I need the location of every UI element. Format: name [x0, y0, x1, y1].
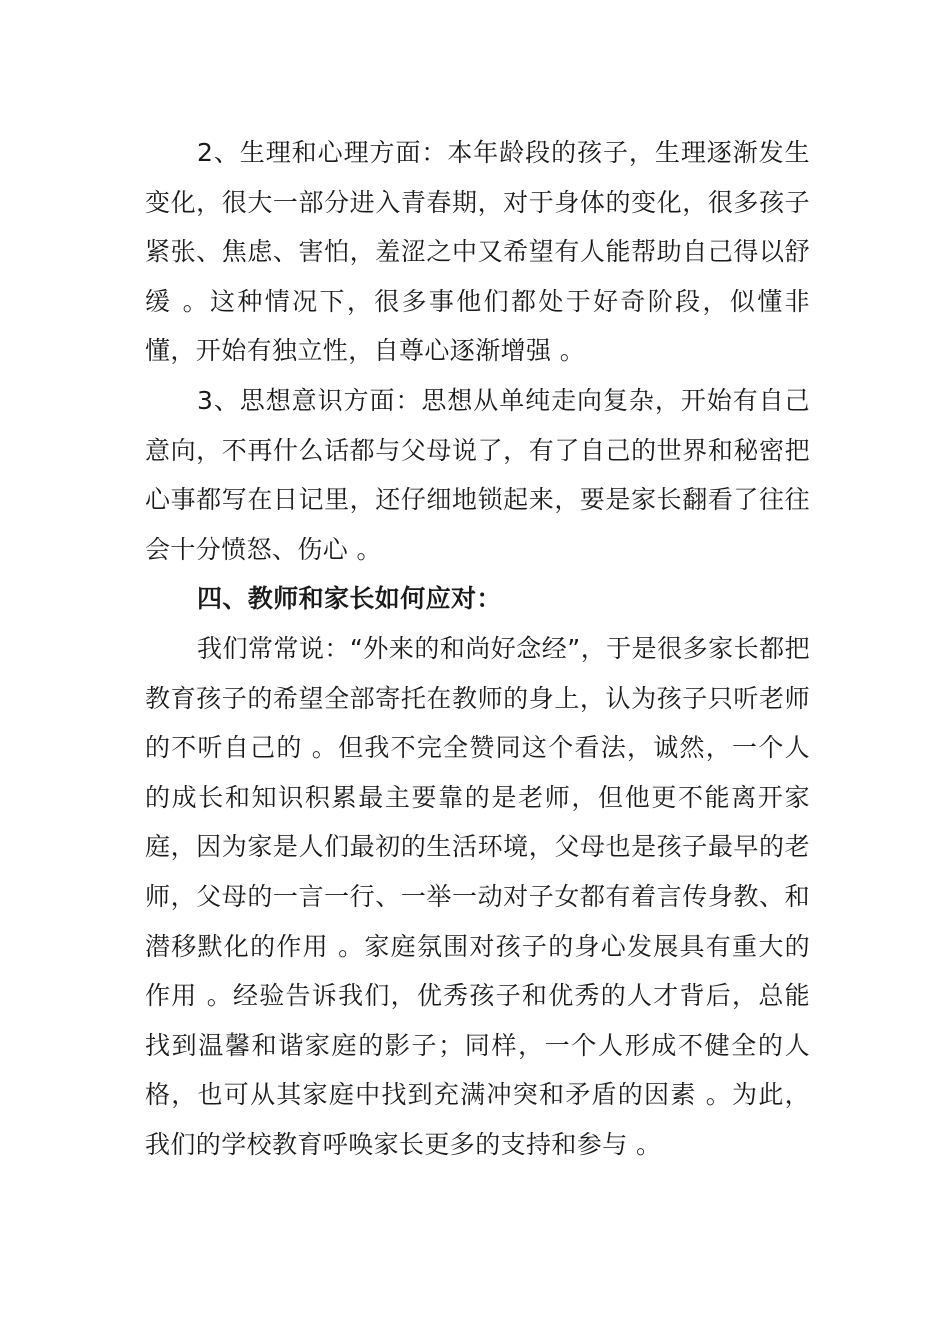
paragraph-physiology-psychology: 2、生理和心理方面：本年龄段的孩子，生理逐渐发生变化，很大一部分进入青春期，对于身体的变化，很多孩子紧张、焦虑、害怕，羞涩之中又希望有人能帮助自己得以舒缓 。这种情况下，很多事他们都处于好奇阶段，似懂非懂，开始有独立性，自尊心逐渐增强 。	[145, 138, 810, 366]
document-body	[145, 128, 810, 1169]
paragraph-ideology-awareness: 3、思想意识方面：思想从单纯走向复杂，开始有自己意向，不再什么话都与父母说了，有了自己的世界和秘密把心事都写在日记里，还仔细地锁起来，要是家长翻看了往往会十分愤怒、伤心 。	[145, 385, 810, 564]
section-heading: 四、教师和家长如何应对：	[197, 584, 502, 614]
paragraph-teacher-parent-response: 我们常常说：“外来的和尚好念经”，于是很多家长都把教育孩子的希望全部寄托在教师的身上，认为孩子只听老师的不听自己的 。但我不完全赞同这个看法，诚然，一个人的成长和知识积累最主要靠的是老师，但他更不能离开家庭，因为家是人们最初的生活环境，父母也是孩子最早的老师，父母的一言一行、一举一动对子女都有着言传身教、和潜移默化的作用 。家庭氛围对孩子的身心发展具有重大的作用 。经验告诉我们，优秀孩子和优秀的人才背后，总能找到温馨和谐家庭的影子；同样，一个人形成不健全的人格，也可从其家庭中找到充满冲突和矛盾的因素 。为此，我们的学校教育呼唤家长更多的支持和参与 。	[145, 633, 810, 1159]
